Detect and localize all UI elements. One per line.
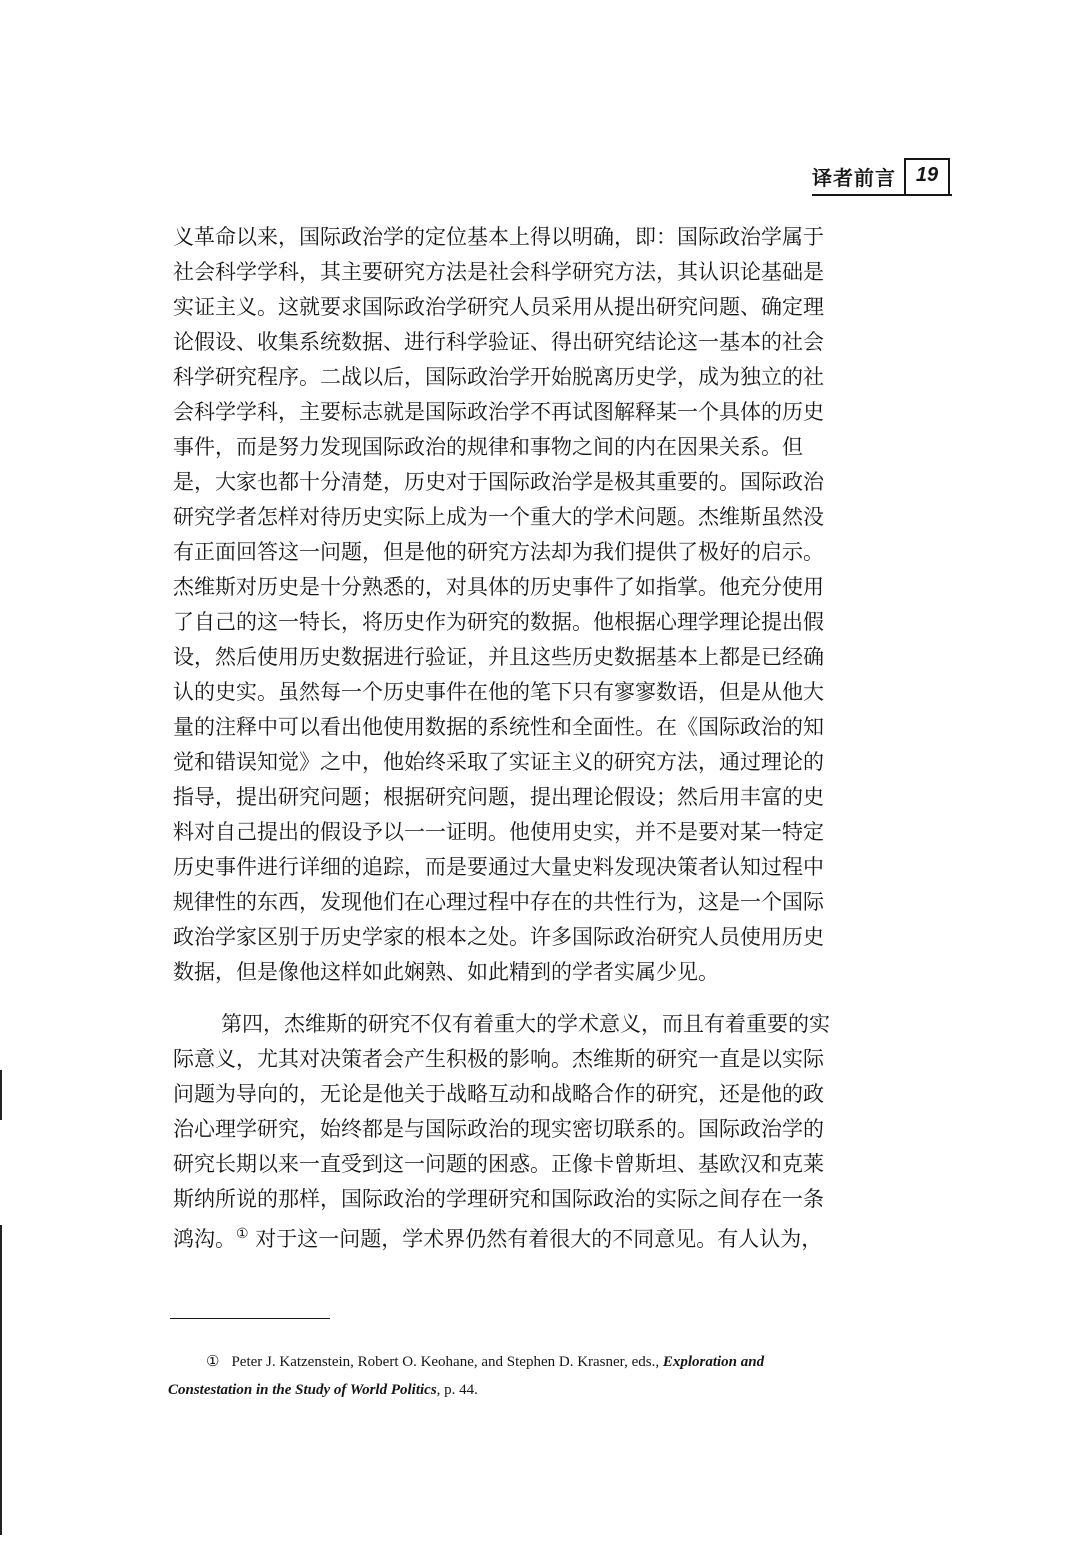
text-line: 问题为导向的，无论是他关于战略互动和战略合作的研究，还是他的政 (173, 1082, 824, 1106)
text-segment: 对于这一问题，学术界仍然有着很大的不同意见。有人认为， (248, 1227, 823, 1251)
text-line: 社会科学学科，其主要研究方法是社会科学研究方法，其认识论基础是 (173, 260, 824, 284)
text-line: 事件，而是努力发现国际政治的规律和事物之间的内在因果关系。但 (173, 435, 803, 459)
text-line: 觉和错误知觉》之中，他始终采取了实证主义的研究方法，通过理论的 (173, 750, 824, 774)
page-number-box (904, 158, 950, 194)
text-segment: 鸿沟。 (173, 1227, 236, 1251)
text-line: 历史事件进行详细的追踪，而是要通过大量史料发现决策者认知过程中 (173, 855, 824, 879)
footnote-reference[interactable]: ① (236, 1226, 249, 1242)
page-number: 19 (915, 164, 939, 186)
text-line: 规律性的东西，发现他们在心理过程中存在的共性行为，这是一个国际 (173, 890, 824, 914)
text-line: 会科学学科，主要标志就是国际政治学不再试图解释某一个具体的历史 (173, 400, 824, 424)
header-title: 译者前言 (812, 166, 896, 190)
text-line: 认的史实。虽然每一个历史事件在他的笔下只有寥寥数语，但是从他大 (173, 680, 824, 704)
text-line: 论假设、收集系统数据、进行科学验证、得出研究结论这一基本的社会 (173, 330, 824, 354)
footnote-rule (170, 1318, 330, 1319)
running-header (812, 158, 952, 196)
text-line: 指导，提出研究问题；根据研究问题，提出理论假设；然后用丰富的史 (173, 785, 824, 809)
footnote-line (168, 1375, 958, 1405)
text-line: 了自己的这一特长，将历史作为研究的数据。他根据心理学理论提出假 (173, 610, 824, 634)
text-line: 政治学家区别于历史学家的根本之处。许多国际政治研究人员使用历史 (173, 925, 824, 949)
scan-edge-mark (0, 1070, 2, 1120)
footnote-mark: ① (206, 1354, 220, 1370)
text-line: 第四，杰维斯的研究不仅有着重大的学术意义，而且有着重要的实 (221, 1012, 830, 1036)
footnote-title: Exploration and (662, 1354, 765, 1370)
text-line: 有正面回答这一问题，但是他的研究方法却为我们提供了极好的启示。 (173, 540, 824, 564)
text-line (173, 1214, 953, 1254)
text-line: 量的注释中可以看出他使用数据的系统性和全面性。在《国际政治的知 (173, 715, 824, 739)
footnote-title: Constestation in the Study of World Politics (168, 1382, 437, 1398)
scan-edge-mark (0, 1225, 2, 1535)
text-line: 设，然后使用历史数据进行验证，并且这些历史数据基本上都是已经确 (173, 645, 824, 669)
text-line: 数据，但是像他这样如此娴熟、如此精到的学者实属少见。 (173, 960, 719, 984)
footnote-line (206, 1347, 958, 1377)
text-line: 杰维斯对历史是十分熟悉的，对具体的历史事件了如指掌。他充分使用 (173, 575, 824, 599)
text-line: 实证主义。这就要求国际政治学研究人员采用从提出研究问题、确定理 (173, 295, 824, 319)
footnote-authors: Peter J. Katzenstein, Robert O. Keohane, and Stephen D. Krasner, eds., (231, 1354, 660, 1370)
text-line: 义革命以来，国际政治学的定位基本上得以明确，即：国际政治学属于 (173, 225, 824, 249)
text-line: 科学研究程序。二战以后，国际政治学开始脱离历史学，成为独立的社 (173, 365, 824, 389)
text-line: 治心理学研究，始终都是与国际政治的现实密切联系的。国际政治学的 (173, 1117, 824, 1141)
text-line: 料对自己提出的假设予以一一证明。他使用史实，并不是要对某一特定 (173, 820, 824, 844)
text-line: 是，大家也都十分清楚，历史对于国际政治学是极其重要的。国际政治 (173, 470, 824, 494)
text-line: 际意义，尤其对决策者会产生积极的影响。杰维斯的研究一直是以实际 (173, 1047, 824, 1071)
text-line: 研究长期以来一直受到这一问题的困惑。正像卡曾斯坦、基欧汉和克莱 (173, 1152, 824, 1176)
text-line: 斯纳所说的那样，国际政治的学理研究和国际政治的实际之间存在一条 (173, 1187, 824, 1211)
footnote-page: , p. 44. (436, 1382, 478, 1398)
text-line: 研究学者怎样对待历史实际上成为一个重大的学术问题。杰维斯虽然没 (173, 505, 824, 529)
header-rule (812, 194, 952, 196)
